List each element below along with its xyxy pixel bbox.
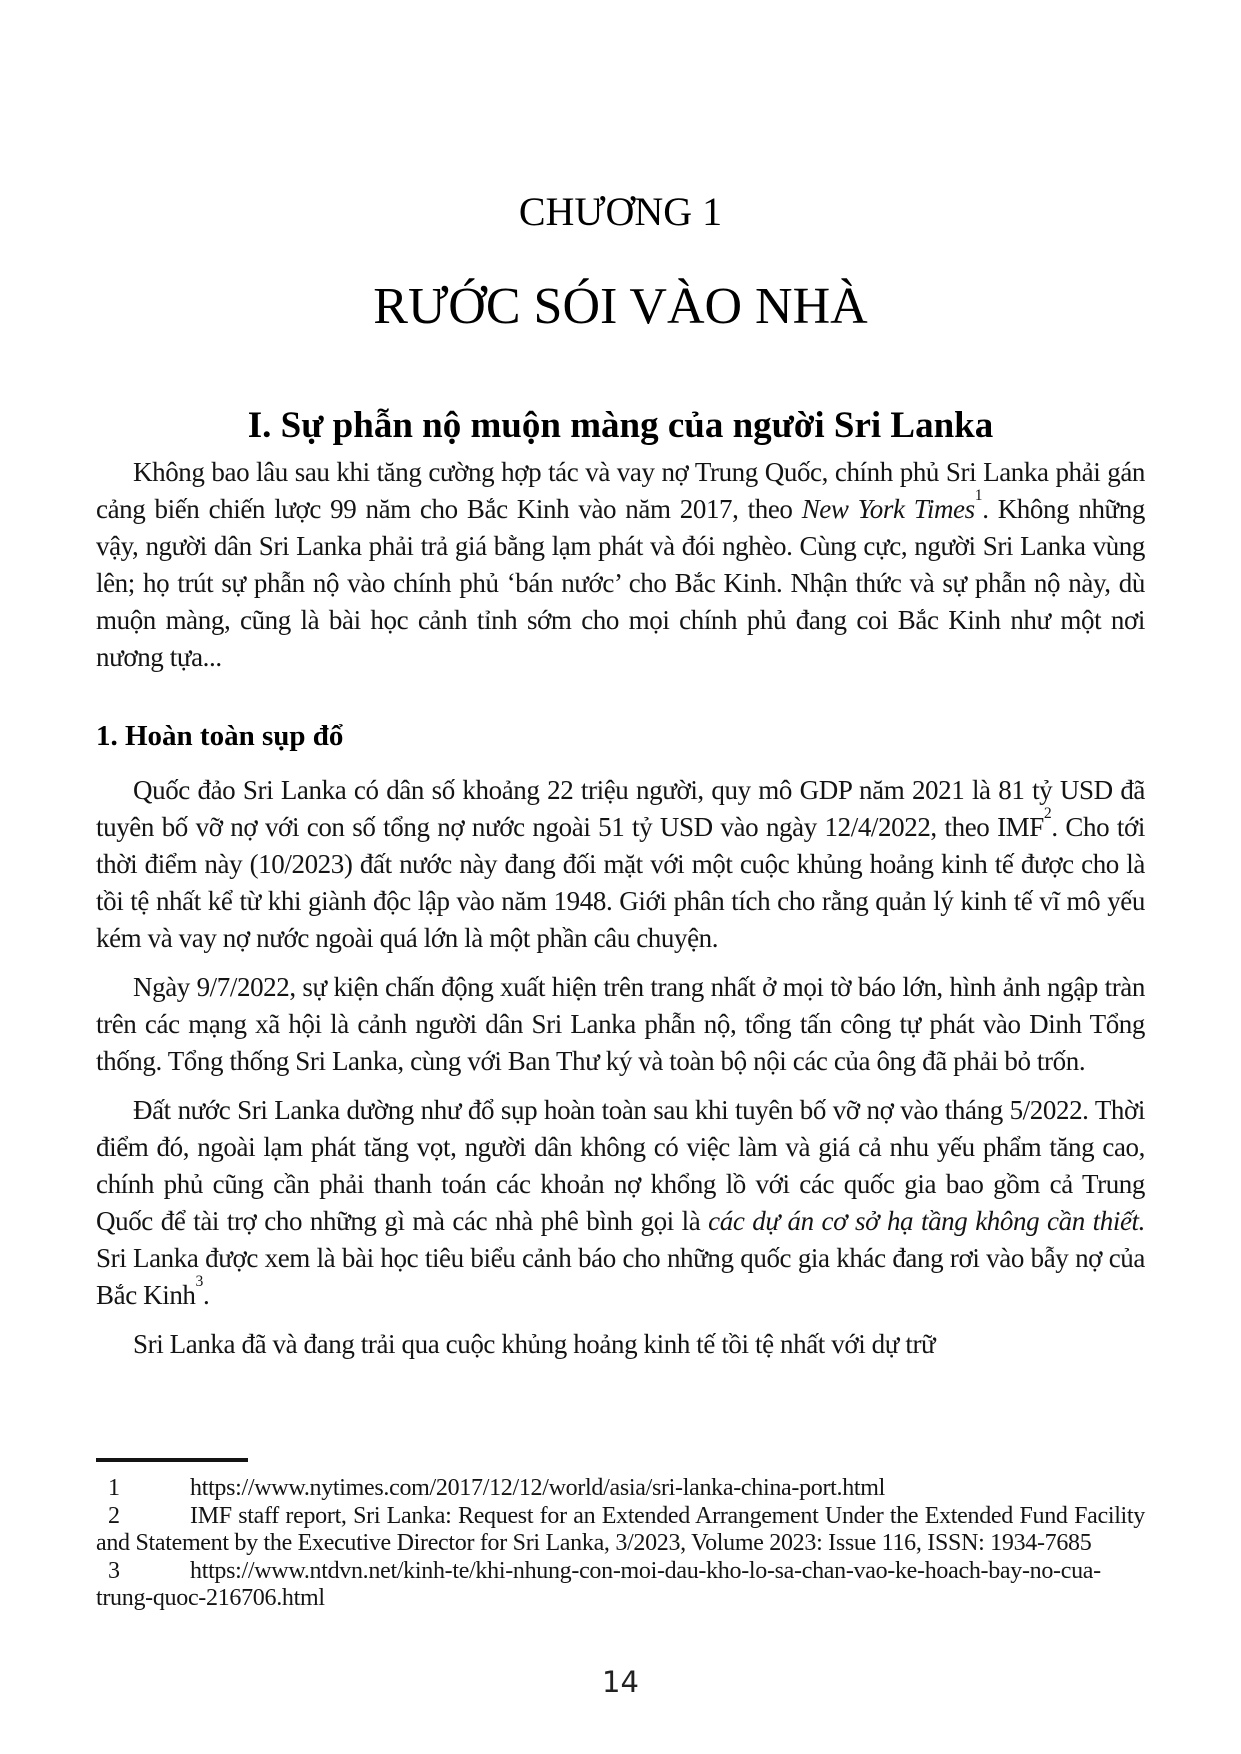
chapter-title: RƯỚC SÓI VÀO NHÀ [373, 278, 868, 335]
text-segment: Sri Lanka đã và đang trải qua cuộc khủng hoảng kinh tế tồi tệ nhất với dự trữ [133, 1329, 936, 1359]
paragraph-protest-event [96, 969, 1145, 1080]
footnote-text: https://www.ntdvn.net/kinh-te/khi-nhung-con-moi-dau-kho-lo-sa-chan-vao-ke-hoach-bay-no-cua-trung-quoc-216706.html [96, 1557, 1101, 1611]
footnote-marker: 3 [108, 1557, 120, 1584]
footnote-marker: 2 [108, 1502, 120, 1529]
text-segment: New York Times [801, 494, 975, 524]
footnote-text: https://www.nytimes.com/2017/12/12/world/asia/sri-lanka-china-port.html [190, 1475, 886, 1501]
text-segment: Không bao lâu sau khi tăng cường hợp tác và vay nợ Trung Quốc, chính phủ Sri Lanka phải gán cảng biến chiến lược 99 năm cho Bắc Kinh vào năm 2017, theo [96, 457, 1145, 524]
subsection-heading: 1. Hoàn toàn sụp đổ [96, 720, 344, 752]
paragraph-default-aftermath [96, 1092, 1145, 1314]
text-segment: . [202, 1280, 210, 1310]
footnote-separator-rule [96, 1458, 248, 1462]
text-segment: 2 [1043, 805, 1052, 823]
footnote-item [96, 1558, 1145, 1613]
page-number: 14 [602, 1665, 639, 1699]
paragraph-intro [96, 454, 1145, 676]
text-segment: các dự án cơ sở hạ tầng không cần thiết. [708, 1206, 1145, 1236]
text-segment: 1 [974, 487, 983, 505]
footnote-list [96, 1475, 1145, 1613]
footnotes-section [96, 1458, 1145, 1613]
text-segment: Ngày 9/7/2022, sự kiện chấn động xuất hiện trên trang nhất ở mọi tờ báo lớn, hình ảnh ngập tràn trên các mạng xã hội là cảnh người dân Sri Lanka phẫn nộ, tổng tấn công tự phát vào Dinh Tổng thống. Tổng thống Sri Lanka, cùng với Ban Thư ký và toàn bộ nội các của ông đã phải bỏ trốn. [96, 972, 1145, 1076]
footnote-marker: 1 [108, 1475, 120, 1501]
paragraph-collapse-overview [96, 772, 1145, 957]
footnote-item [96, 1475, 1145, 1503]
footnote-item [96, 1503, 1145, 1558]
text-segment: 3 [195, 1273, 203, 1291]
paragraph-crisis-continued [96, 1326, 1145, 1363]
text-segment: . Cho tới thời điểm này (10/2023) đất nước này đang đối mặt với một cuộc khủng hoảng kinh tế được cho là tồi tệ nhất kể từ khi giành độc lập vào năm 1948. Giới phân tích cho rằng quản lý kinh tế vĩ mô yếu kém và vay nợ nước ngoài quá lớn là một phần câu chuyện. [96, 812, 1145, 953]
chapter-label: CHƯƠNG 1 [518, 189, 723, 234]
text-segment: Sri Lanka được xem là bài học tiêu biểu cảnh báo cho những quốc gia khác đang rơi vào bẫy nợ của Bắc Kinh [96, 1243, 1145, 1310]
text-segment: . Không những vậy, người dân Sri Lanka phải trả giá bằng lạm phát và đói nghèo. Cùng cực, người Sri Lanka vùng lên; họ trút sự phẫn nộ vào chính phủ ‘bán nước’ cho Bắc Kinh. Nhận thức và sự phẫn nộ này, dù muộn màng, cũng là bài học cảnh tỉnh sớm cho mọi chính phủ đang coi Bắc Kinh như một nơi nương tựa... [96, 494, 1145, 672]
footnote-text: IMF staff report, Sri Lanka: Request for an Extended Arrangement Under the Extended Fund Facility and Statement by the Executive Director for Sri Lanka, 3/2023, Volume 2023: Issue 116, ISSN: 1934-7685 [96, 1502, 1145, 1556]
section-heading: I. Sự phẫn nộ muộn màng của người Sri Lanka [247, 405, 994, 446]
text-segment: Quốc đảo Sri Lanka có dân số khoảng 22 triệu người, quy mô GDP năm 2021 là 81 tỷ USD đã tuyên bố vỡ nợ với con số tổng nợ nước ngoài 51 tỷ USD vào ngày 12/4/2022, theo IMF [96, 775, 1145, 842]
text-segment: Đất nước Sri Lanka dường như đổ sụp hoàn toàn sau khi tuyên bố vỡ nợ vào tháng 5/2022. Thời điểm đó, ngoài lạm phát tăng vọt, người dân không có việc làm và giá cả nhu yếu phẩm tăng cao, chính phủ cũng cần phải thanh toán các khoản nợ khổng lồ với các quốc gia bao gồm cả Trung Quốc để tài trợ cho những gì mà các nhà phê bình gọi là [96, 1095, 1145, 1236]
